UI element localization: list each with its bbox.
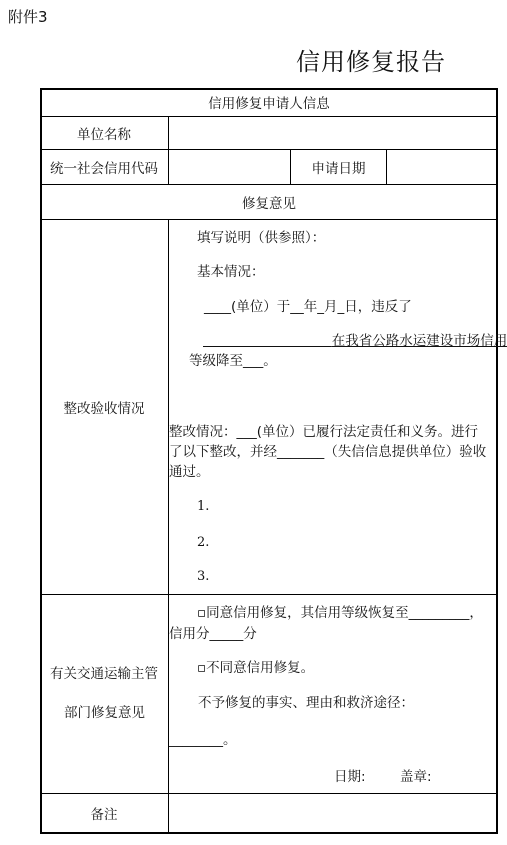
applicant-section-header: 信用修复申请人信息 xyxy=(208,96,330,112)
unit-name-field[interactable] xyxy=(169,116,496,149)
unit-blank: ____ xyxy=(204,299,231,315)
rectify-status-line-3: 通过。 xyxy=(169,464,210,480)
authority-label-2: 部门修复意见 xyxy=(64,705,145,721)
violation-date-line xyxy=(204,297,412,317)
reasons-text: 不予修复的事实、理由和救济途径： xyxy=(198,695,414,711)
seal-label: 盖章: xyxy=(400,769,432,785)
remarks-label: 备注 xyxy=(90,806,118,823)
violation-blank xyxy=(203,333,332,349)
credit-code-field[interactable] xyxy=(169,149,290,184)
credit-code-label: 统一社会信用代码 xyxy=(50,160,158,177)
basic-info-text: 基本情况： xyxy=(197,264,265,280)
opinion-section-header: 修复意见 xyxy=(242,195,296,212)
report-table xyxy=(40,88,507,834)
violation-date-text: (单位）于__年_月_日，违反了 xyxy=(231,299,412,315)
remarks-field[interactable] xyxy=(169,793,496,832)
authority-label-1: 有关交通运输主管 xyxy=(50,666,158,682)
violation-detail-text: 在我省公路水运建设市场信用 xyxy=(331,333,507,349)
credit-score-line: 信用分_____分 xyxy=(169,626,257,642)
rectify-label: 整改验收情况 xyxy=(63,400,145,417)
rectify-status-line-1: 整改情况：___(单位）已履行法定责任和义务。进行 xyxy=(169,424,479,440)
rectify-item-1: 1. xyxy=(197,499,210,514)
rectify-item-2: 2. xyxy=(197,535,210,550)
rectify-item-3: 3. xyxy=(197,569,210,584)
agree-option[interactable]: ▫同意信用修复，其信用等级恢复至_________， xyxy=(197,605,483,621)
disagree-option[interactable]: ▫不同意信用修复。 xyxy=(197,660,315,676)
downgrade-text: 等级降至___。 xyxy=(189,353,277,369)
rectify-status-line-2: 了以下整改，并经_______（失信信息提供单位）验收 xyxy=(169,444,487,460)
report-title: 信用修复报告 xyxy=(296,48,446,76)
date-label: 日期: xyxy=(334,769,366,785)
violation-detail-line xyxy=(203,331,507,351)
reasons-blank[interactable]: ________。 xyxy=(169,732,237,748)
unit-name-label: 单位名称 xyxy=(77,126,131,143)
apply-date-field[interactable] xyxy=(387,149,496,184)
instructions-text: 填写说明（供参照）： xyxy=(197,230,326,246)
apply-date-label: 申请日期 xyxy=(311,160,366,177)
attachment-label: 附件3 xyxy=(8,8,48,26)
